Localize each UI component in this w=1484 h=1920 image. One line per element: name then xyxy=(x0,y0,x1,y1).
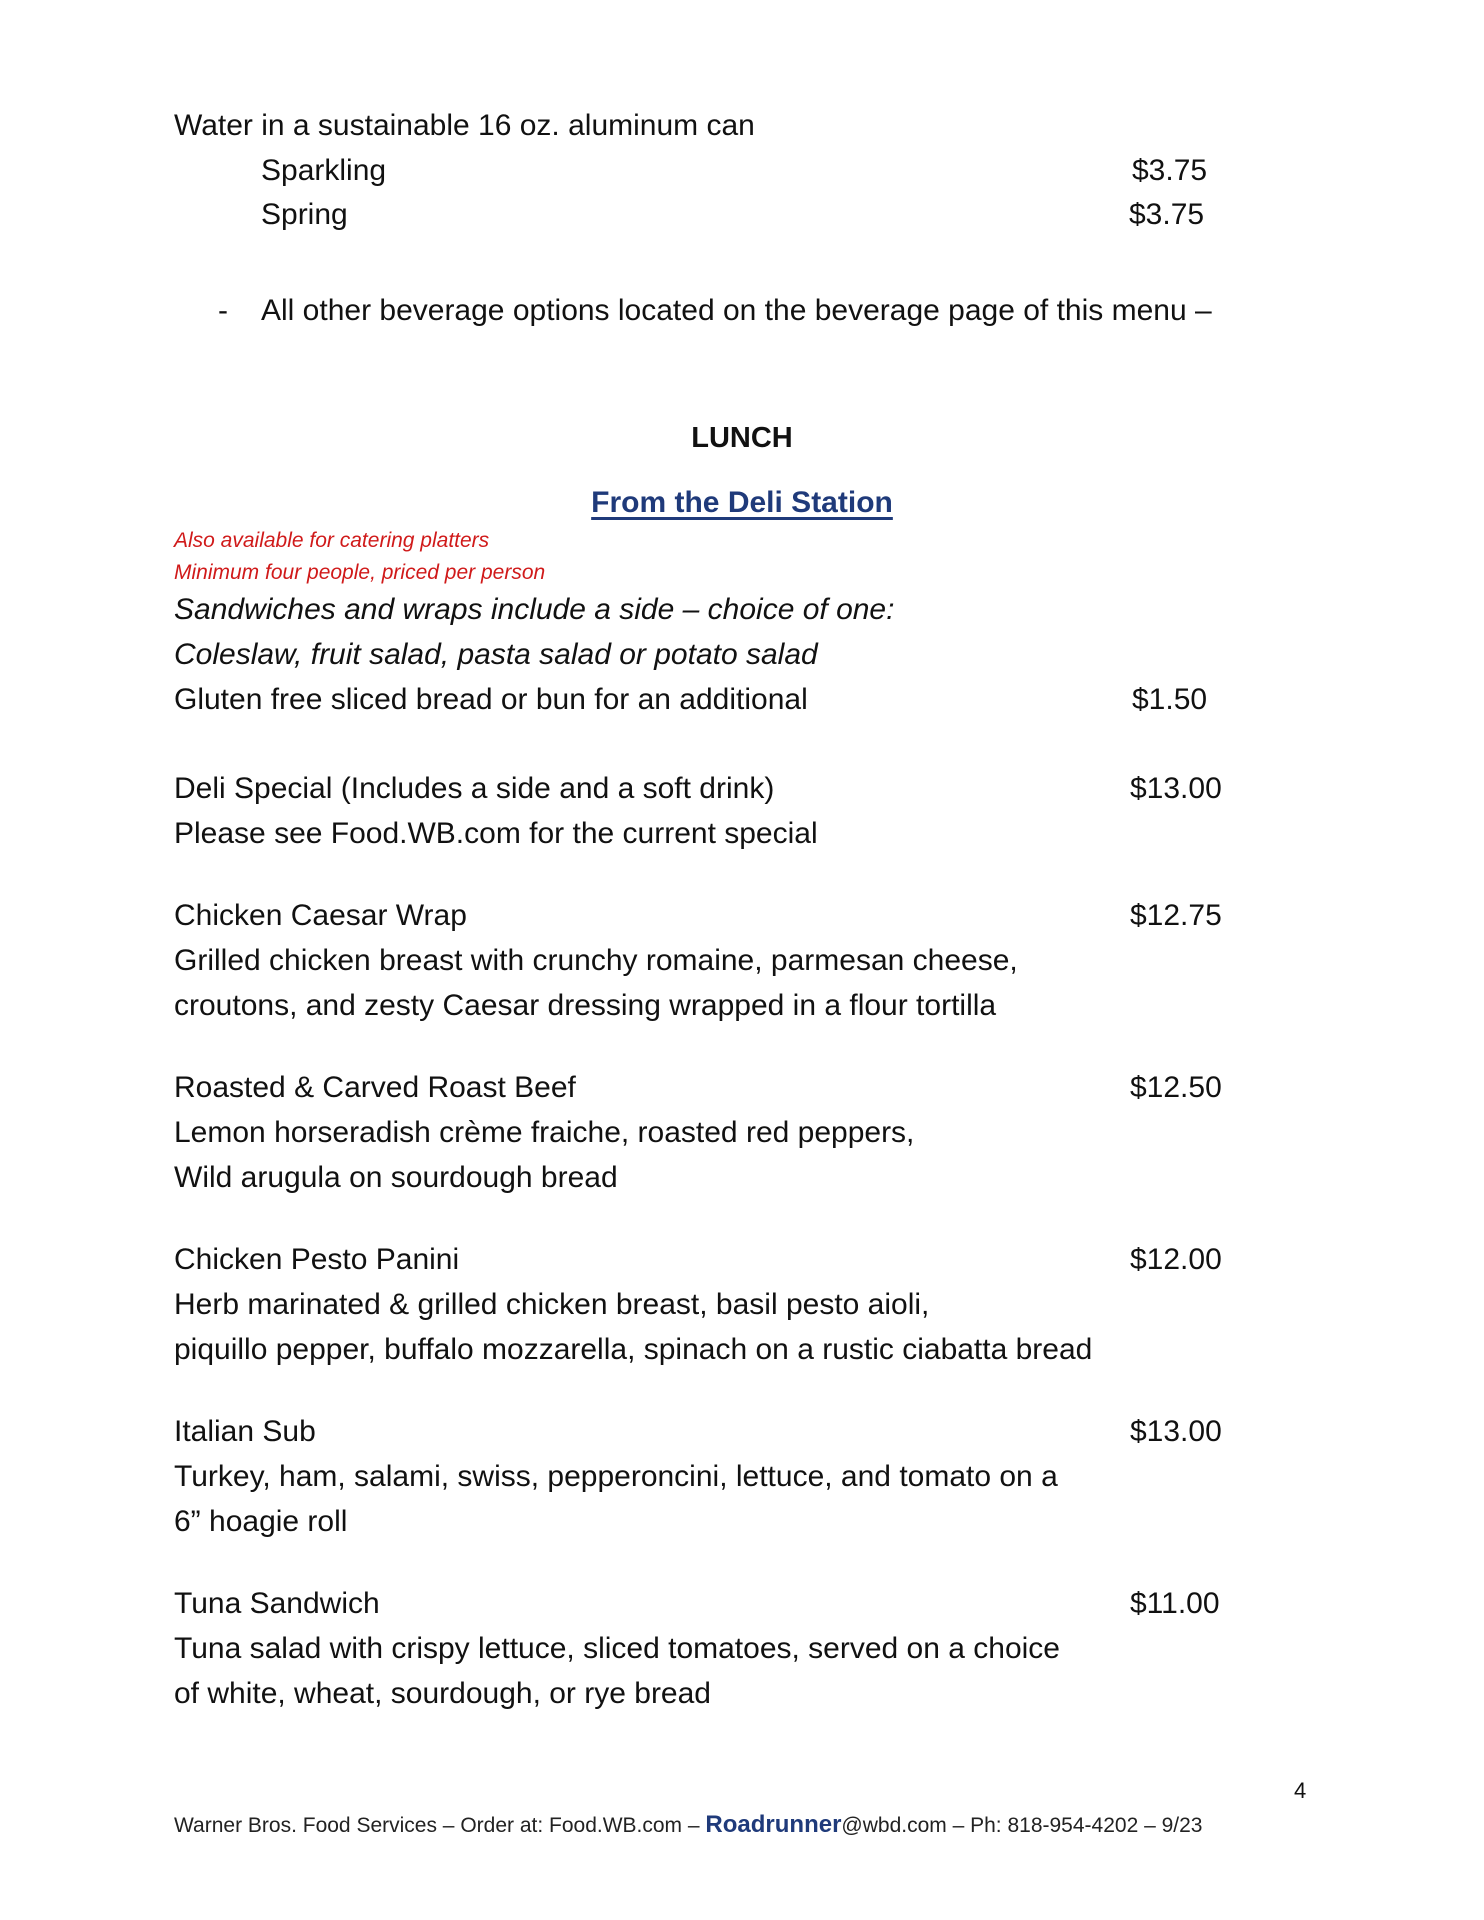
menu-item-desc: Lemon horseradish crème fraiche, roasted red peppers, xyxy=(174,1116,915,1149)
gluten-free-text: Gluten free sliced bread or bun for an additional xyxy=(174,683,808,716)
beverage-note: All other beverage options located on the beverage page of this menu – xyxy=(261,294,1212,327)
gluten-free-price: $1.50 xyxy=(1132,683,1208,716)
menu-item-price: $12.75 xyxy=(1130,899,1222,932)
menu-item-name: Chicken Pesto Panini xyxy=(174,1243,460,1276)
menu-item-desc: croutons, and zesty Caesar dressing wrapped in a flour tortilla xyxy=(174,989,997,1022)
lunch-title: LUNCH xyxy=(691,422,793,454)
footer xyxy=(174,1812,1202,1839)
menu-item-name: Italian Sub xyxy=(174,1415,316,1448)
menu-item-desc: Tuna salad with crispy lettuce, sliced tomatoes, served on a choice xyxy=(174,1632,1060,1665)
menu-item-price: $12.50 xyxy=(1130,1071,1222,1104)
footer-prefix: Warner Bros. Food Services – Order at: Food.WB.com – xyxy=(174,1814,706,1837)
menu-item-price: $11.00 xyxy=(1130,1587,1220,1620)
side-info-line-2: Coleslaw, fruit salad, pasta salad or potato salad xyxy=(174,638,818,671)
footer-roadrunner: Roadrunner xyxy=(705,1811,842,1838)
menu-item-desc: of white, wheat, sourdough, or rye bread xyxy=(174,1677,711,1710)
menu-item-price: $13.00 xyxy=(1130,1415,1222,1448)
menu-item-name: Chicken Caesar Wrap xyxy=(174,899,467,932)
page-number: 4 xyxy=(1294,1778,1307,1803)
lunch-heading xyxy=(0,422,1484,455)
deli-station-heading xyxy=(0,486,1484,520)
minimum-note: Minimum four people, priced per person xyxy=(174,561,546,584)
water-item-spring: Spring xyxy=(261,198,348,231)
menu-item-price: $13.00 xyxy=(1130,772,1222,805)
menu-item-name: Tuna Sandwich xyxy=(174,1587,380,1620)
menu-item-price: $12.00 xyxy=(1130,1243,1222,1276)
menu-item-name: Roasted & Carved Roast Beef xyxy=(174,1071,576,1104)
water-item-spring-price: $3.75 xyxy=(1129,198,1205,231)
menu-item-desc: Turkey, ham, salami, swiss, pepperoncini, lettuce, and tomato on a xyxy=(174,1460,1058,1493)
catering-note: Also available for catering platters xyxy=(174,529,490,552)
menu-item-desc: Herb marinated & grilled chicken breast, basil pesto aioli, xyxy=(174,1288,930,1321)
side-info-line-1: Sandwiches and wraps include a side – choice of one: xyxy=(174,593,895,626)
water-item-sparkling: Sparkling xyxy=(261,154,387,187)
water-heading: Water in a sustainable 16 oz. aluminum can xyxy=(174,109,755,142)
menu-item-name: Deli Special (Includes a side and a soft drink) xyxy=(174,772,775,805)
menu-item-desc: Please see Food.WB.com for the current special xyxy=(174,817,818,850)
footer-suffix: @wbd.com – Ph: 818-954-4202 – 9/23 xyxy=(841,1814,1203,1837)
beverage-note-dash: - xyxy=(218,294,228,327)
water-item-sparkling-price: $3.75 xyxy=(1132,154,1208,187)
menu-item-desc: Wild arugula on sourdough bread xyxy=(174,1161,618,1194)
menu-item-desc: Grilled chicken breast with crunchy romaine, parmesan cheese, xyxy=(174,944,1018,977)
menu-item-desc: 6” hoagie roll xyxy=(174,1505,348,1538)
menu-item-desc: piquillo pepper, buffalo mozzarella, spinach on a rustic ciabatta bread xyxy=(174,1333,1093,1366)
deli-station-title: From the Deli Station xyxy=(591,486,893,519)
